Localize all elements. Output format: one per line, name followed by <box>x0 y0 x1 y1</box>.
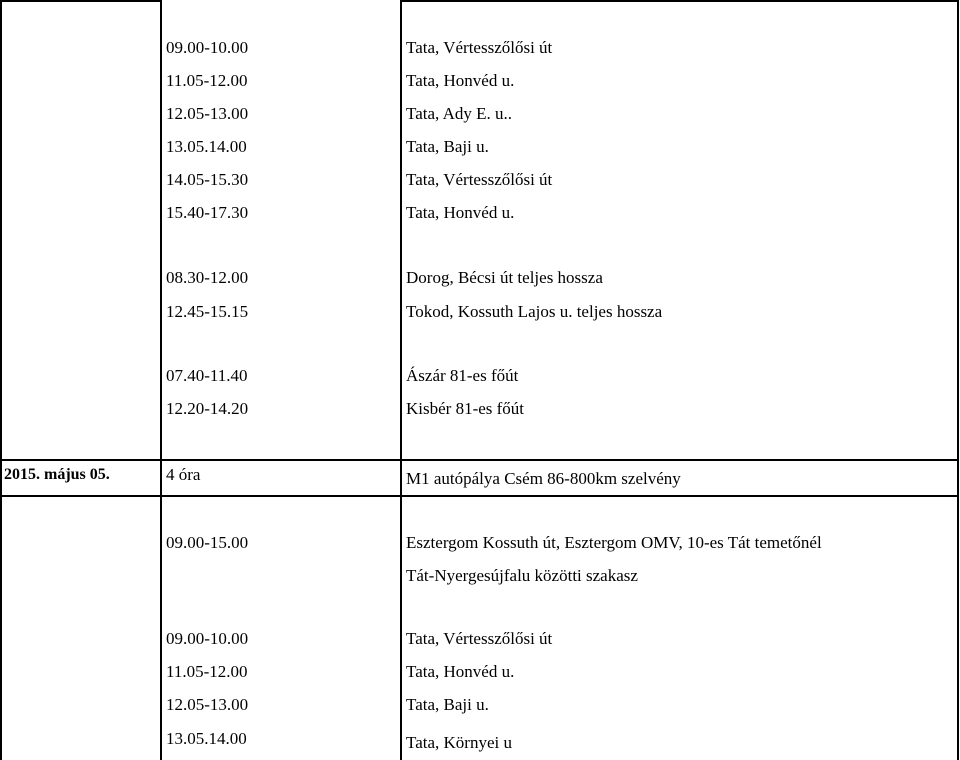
table-row-location: Tata, Környei u <box>406 733 512 752</box>
table-border-right <box>957 0 959 760</box>
table-row-time: 13.05.14.00 <box>166 137 247 156</box>
table-row-time: 15.40-17.30 <box>166 203 249 222</box>
table-row-location: Esztergom Kossuth út, Esztergom OMV, 10-es Tát temetőnél <box>406 533 822 552</box>
table-row-location: Tata, Ady E. u.. <box>406 104 512 123</box>
table-row-time: 14.05-15.30 <box>166 170 249 189</box>
table-row-location: Tokod, Kossuth Lajos u. teljes hossza <box>406 302 663 321</box>
table-row-location: Tata, Honvéd u. <box>406 71 515 90</box>
table-row-time: 12.45-15.15 <box>166 302 249 321</box>
table-row-time: 09.00-10.00 <box>166 629 249 648</box>
table-border-top-left <box>0 0 162 2</box>
table-row-date: 2015. május 05. <box>4 466 110 483</box>
table-row-location: M1 autópálya Csém 86-800km szelvény <box>406 469 681 488</box>
table-row-location: Tata, Honvéd u. <box>406 203 515 222</box>
table-row-location: Dorog, Bécsi út teljes hossza <box>406 268 603 287</box>
table-border-top-right <box>400 0 959 2</box>
table-row-time: 07.40-11.40 <box>166 366 248 385</box>
table-row-time: 12.05-13.00 <box>166 695 249 714</box>
table-row-time: 11.05-12.00 <box>166 71 248 90</box>
table-row-time: 13.05.14.00 <box>166 729 247 748</box>
table-row-divider <box>0 495 959 497</box>
table-border-left <box>0 0 2 760</box>
table-row-time: 09.00-10.00 <box>166 38 249 57</box>
table-row-time: 08.30-12.00 <box>166 268 249 287</box>
table-row-location: Kisbér 81-es főút <box>406 399 525 418</box>
table-row-time: 4 óra <box>166 465 201 484</box>
table-row-time: 09.00-15.00 <box>166 533 249 552</box>
table-row-time: 12.05-13.00 <box>166 104 249 123</box>
table-row-location: Tata, Honvéd u. <box>406 662 515 681</box>
table-row-location: Tata, Vértesszőlősi út <box>406 629 553 648</box>
table-row-location: Tata, Vértesszőlősi út <box>406 170 553 189</box>
table-row-location: Tata, Baji u. <box>406 137 489 156</box>
table-border-column-2 <box>400 0 402 760</box>
table-row-location: Tata, Vértesszőlősi út <box>406 38 553 57</box>
table-row-location: Tata, Baji u. <box>406 695 489 714</box>
table-row-location: Tát-Nyergesújfalu közötti szakasz <box>406 566 638 585</box>
table-row-divider <box>0 459 959 461</box>
table-border-column-1 <box>160 0 162 760</box>
table-row-location: Ászár 81-es főút <box>406 366 519 385</box>
table-row-time: 11.05-12.00 <box>166 662 248 681</box>
table-row-time: 12.20-14.20 <box>166 399 249 418</box>
